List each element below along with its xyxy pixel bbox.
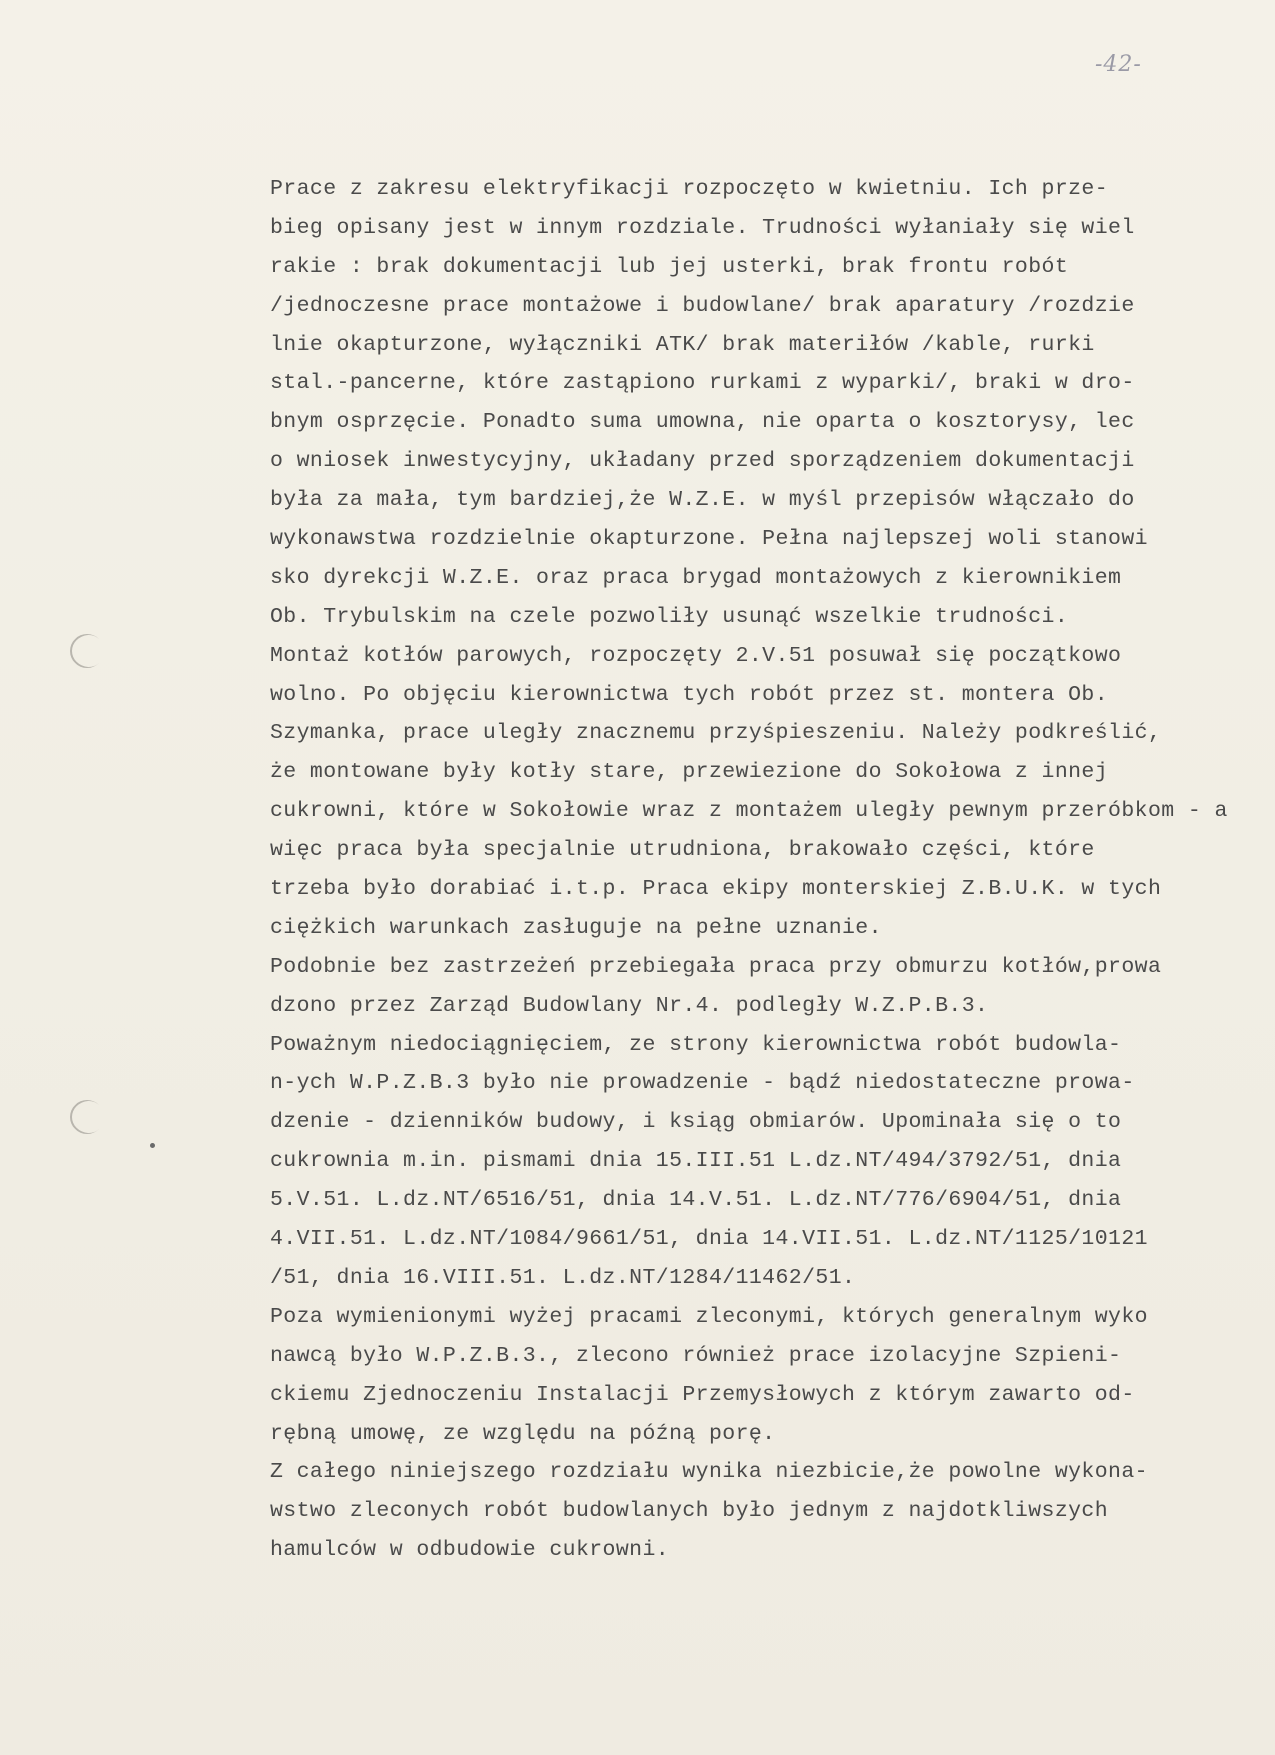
text-line: Prace z zakresu elektryfikacji rozpoczęto w kwietniu. Ich prze- <box>270 177 1109 201</box>
text-line: lnie okapturzone, wyłączniki ATK/ brak materiłów /kable, rurki <box>270 332 1095 357</box>
text-line: Ob. Trybulskim na czele pozwoliły usunąć wszelkie trudności. <box>270 604 1069 629</box>
text-line: więc praca była specjalnie utrudniona, brakowało części, które <box>270 838 1095 863</box>
text-line: Szymanka, prace uległy znacznemu przyśpieszeniu. Należy podkreślić, <box>270 721 1162 746</box>
text-line: 4.VII.51. L.dz.NT/1084/9661/51, dnia 14.VII.51. L.dz.NT/1125/10121 <box>270 1227 1148 1252</box>
text-line: rakie : brak dokumentacji lub jej usterki, brak frontu robót <box>270 254 1069 279</box>
text-line: stal.-pancerne, które zastąpiono rurkami z wyparki/, braki w dro- <box>270 371 1135 396</box>
text-line: hamulców w odbudowie cukrowni. <box>270 1538 670 1563</box>
text-line: wykonawstwa rozdzielnie okapturzone. Pełna najlepszej woli stanowi <box>270 527 1148 552</box>
text-line: Z całego niniejszego rozdziału wynika niezbicie,że powolne wykona- <box>270 1460 1148 1485</box>
text-line: rębną umowę, ze względu na późną porę. <box>270 1421 776 1446</box>
text-line: cukrownia m.in. pismami dnia 15.III.51 L.dz.NT/494/3792/51, dnia <box>270 1149 1122 1174</box>
text-line: dzenie - dzienników budowy, i ksiąg obmiarów. Upominała się o to <box>270 1110 1122 1135</box>
text-line: o wniosek inwestycyjny, układany przed sporządzeniem dokumentacji <box>270 449 1135 474</box>
text-line: n-ych W.P.Z.B.3 było nie prowadzenie - bądź niedostateczne prowa- <box>270 1071 1135 1096</box>
page-number: -42- <box>1095 52 1142 77</box>
punch-hole-bottom <box>63 1093 111 1141</box>
text-line: dzono przez Zarząd Budowlany Nr.4. podległy W.Z.P.B.3. <box>270 993 989 1018</box>
text-line: 5.V.51. L.dz.NT/6516/51, dnia 14.V.51. L.dz.NT/776/6904/51, dnia <box>270 1188 1122 1213</box>
text-line: bnym osprzęcie. Ponadto suma umowna, nie oparta o kosztorysy, lec <box>270 410 1135 435</box>
text-line: cukrowni, które w Sokołowie wraz z montażem uległy pewnym przeróbkom - a <box>270 799 1228 824</box>
text-line: wolno. Po objęciu kierownictwa tych robót przez st. montera Ob. <box>270 682 1109 707</box>
text-line: /51, dnia 16.VIII.51. L.dz.NT/1284/11462/51. <box>270 1265 856 1290</box>
punch-hole-top <box>63 627 111 675</box>
text-line: była za mała, tym bardziej,że W.Z.E. w myśl przepisów włączało do <box>270 488 1135 513</box>
text-line: że montowane były kotły stare, przewiezione do Sokołowa z innej <box>270 760 1109 785</box>
text-line: trzeba było dorabiać i.t.p. Praca ekipy monterskiej Z.B.U.K. w tych <box>270 877 1162 902</box>
text-line: Podobnie bez zastrzeżeń przebiegała praca przy obmurzu kotłów,prowa <box>270 954 1162 979</box>
text-line: nawcą było W.P.Z.B.3., zlecono również prace izolacyjne Szpieni- <box>270 1343 1122 1368</box>
text-line: ckiemu Zjednoczeniu Instalacji Przemysłowych z którym zawarto od- <box>270 1382 1135 1407</box>
typewritten-text <box>270 170 1270 1570</box>
text-line: Poza wymienionymi wyżej pracami zleconymi, których generalnym wyko <box>270 1304 1148 1329</box>
text-line: /jednoczesne prace montażowe i budowlane/ brak aparatury /rozdzie <box>270 293 1135 318</box>
text-line: wstwo zleconych robót budowlanych było jednym z najdotkliwszych <box>270 1499 1109 1524</box>
text-line: Poważnym niedociągnięciem, ze strony kierownictwa robót budowla- <box>270 1032 1122 1057</box>
text-line: ciężkich warunkach zasługuje na pełne uznanie. <box>270 915 882 940</box>
text-line: sko dyrekcji W.Z.E. oraz praca brygad montażowych z kierownikiem <box>270 565 1122 590</box>
text-line: bieg opisany jest w innym rozdziale. Trudności wyłaniały się wiel <box>270 215 1135 240</box>
ink-speck <box>150 1143 155 1148</box>
text-line: Montaż kotłów parowych, rozpoczęty 2.V.51 posuwał się początkowo <box>270 643 1122 668</box>
